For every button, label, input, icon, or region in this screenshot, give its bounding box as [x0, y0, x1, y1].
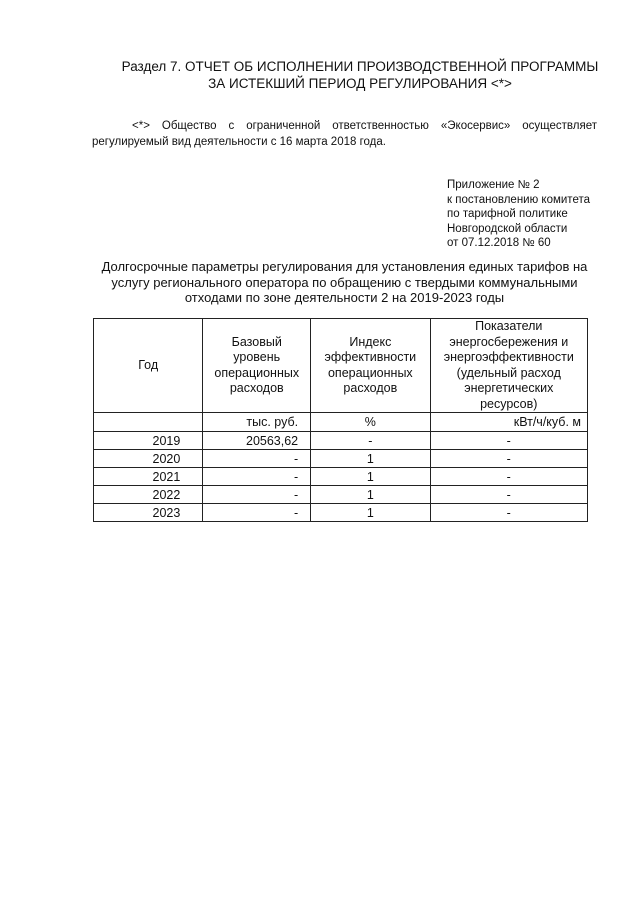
- appendix-line: по тарифной политике: [447, 208, 568, 220]
- unit-base: тыс. руб.: [203, 413, 311, 432]
- cell-energy: -: [430, 450, 587, 468]
- cell-energy: -: [430, 504, 587, 522]
- table-header-row: [94, 319, 588, 413]
- cell-year: 2019: [94, 432, 203, 450]
- section-title: [120, 58, 600, 92]
- section-title-line-1: Раздел 7. ОТЧЕТ ОБ ИСПОЛНЕНИИ ПРОИЗВОДСТВЕННОЙ ПРОГРАММЫ: [121, 59, 599, 74]
- header-line: Индекс: [349, 334, 392, 349]
- cell-energy: -: [430, 432, 587, 450]
- table-row: [94, 432, 588, 450]
- table-row: [94, 468, 588, 486]
- cell-year: 2021: [94, 468, 203, 486]
- cell-year: 2020: [94, 450, 203, 468]
- footnote-line-1: <*> Общество с ограниченной ответственностью «Экосервис» осуществляет: [132, 120, 597, 132]
- footnote: [92, 118, 597, 150]
- header-year: [94, 319, 203, 413]
- cell-index: -: [311, 432, 430, 450]
- table-title-line-2: услугу регионального оператора по обращению с твердыми коммунальными: [111, 274, 578, 290]
- appendix-line: Новгородской области: [447, 222, 568, 235]
- cell-index: 1: [311, 486, 430, 504]
- appendix-line: от 07.12.2018 № 60: [447, 237, 551, 249]
- table-title-line-3: отходами по зоне деятельности 2 на 2019-2023 годы: [184, 290, 505, 305]
- header-line: энергоэффективности: [443, 350, 574, 364]
- cell-energy: -: [430, 486, 587, 504]
- header-line: энергетических: [464, 381, 554, 395]
- table-row: [94, 486, 588, 504]
- header-line: операционных: [327, 365, 413, 380]
- header-energy-indicators: [430, 319, 587, 413]
- unit-energy: кВт/ч/куб. м: [430, 413, 587, 432]
- units-row: [94, 413, 588, 432]
- unit-index: %: [311, 413, 430, 432]
- cell-base: -: [203, 486, 311, 504]
- header-line: расходов: [343, 381, 398, 395]
- cell-base: 20563,62: [203, 432, 311, 450]
- header-line: операционных: [214, 365, 300, 380]
- table-row: [94, 504, 588, 522]
- cell-base: -: [203, 450, 311, 468]
- cell-index: 1: [311, 450, 430, 468]
- parameters-table: [93, 318, 588, 522]
- appendix-line: к постановлению комитета: [447, 193, 590, 206]
- table-title: [92, 259, 597, 306]
- cell-year: 2022: [94, 486, 203, 504]
- header-line: расходов: [229, 381, 284, 395]
- cell-year: 2023: [94, 504, 203, 522]
- cell-index: 1: [311, 468, 430, 486]
- table-title-line-1: Долгосрочные параметры регулирования для установления единых тарифов на: [101, 259, 588, 274]
- header-line: эффективности: [324, 350, 417, 364]
- footnote-line-2: регулируемый вид деятельности с 16 марта 2018 года.: [92, 136, 386, 148]
- cell-energy: -: [430, 468, 587, 486]
- appendix-reference: [447, 178, 617, 251]
- header-base-level: [203, 319, 311, 413]
- unit-year: [94, 413, 203, 432]
- cell-index: 1: [311, 504, 430, 522]
- appendix-line: Приложение № 2: [447, 179, 540, 191]
- cell-base: -: [203, 504, 311, 522]
- header-line: уровень: [233, 350, 281, 364]
- header-year-label: Год: [138, 357, 159, 372]
- header-line: Показатели: [475, 319, 543, 333]
- section-title-line-2: ЗА ИСТЕКШИЙ ПЕРИОД РЕГУЛИРОВАНИЯ <*>: [208, 76, 512, 91]
- cell-base: -: [203, 468, 311, 486]
- header-line: (удельный расход: [456, 365, 561, 380]
- header-efficiency-index: [311, 319, 430, 413]
- table-row: [94, 450, 588, 468]
- header-line: Базовый: [231, 334, 282, 349]
- header-line: ресурсов): [480, 396, 538, 411]
- header-line: энергосбережения и: [449, 334, 569, 349]
